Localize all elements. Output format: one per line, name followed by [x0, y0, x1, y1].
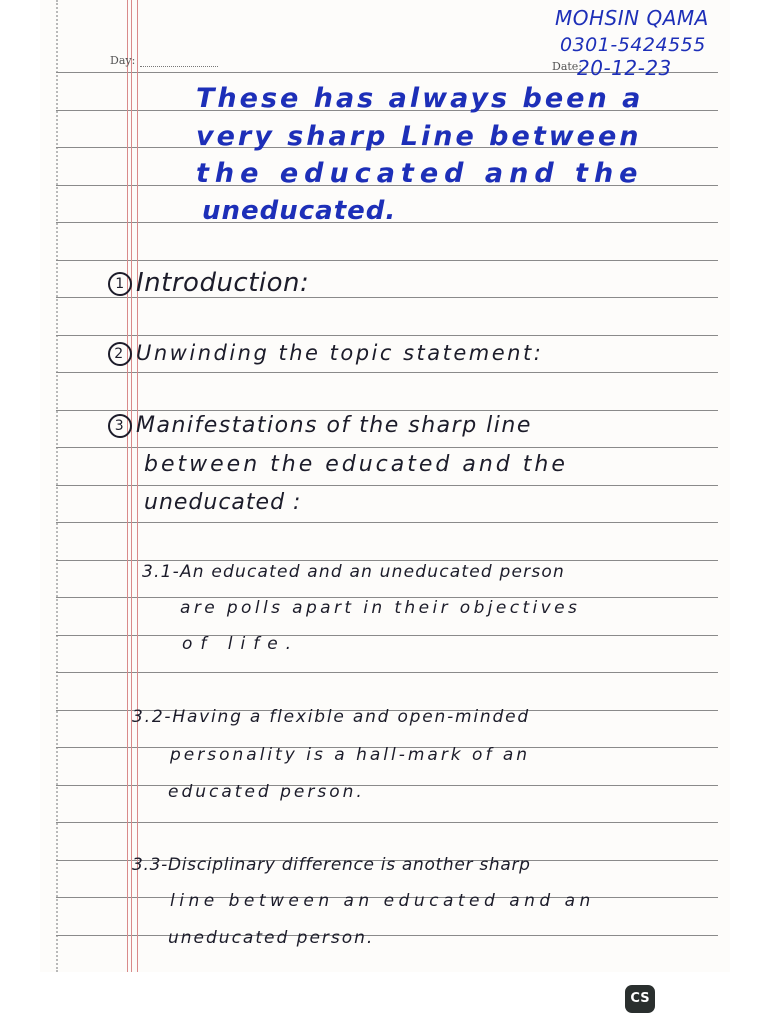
- circle-number-1: 1: [108, 272, 132, 296]
- margin-line: [127, 0, 128, 972]
- title-line-1: These has always been a: [196, 83, 644, 114]
- point-3-3-line-1: 3.3-Disciplinary difference is another sharp: [132, 855, 531, 875]
- circle-number-3: 3: [108, 414, 132, 438]
- ruled-line: [56, 785, 718, 786]
- day-underline: [140, 66, 218, 67]
- outline-item-3-line-3: uneducated :: [144, 490, 302, 515]
- point-3-3-line-3: uneducated person.: [168, 928, 375, 948]
- phone-number: 0301-5424555: [560, 34, 706, 56]
- ruled-line: [56, 372, 718, 373]
- point-3-1-line-2: are polls apart in their objectives: [180, 598, 581, 618]
- outline-item-1-text: Introduction:: [136, 268, 310, 298]
- ruled-line: [56, 822, 718, 823]
- ruled-line: [56, 935, 718, 936]
- point-3-2-line-2: personality is a hall-mark of an: [170, 745, 531, 765]
- margin-line: [131, 0, 132, 972]
- ruled-line: [56, 485, 718, 486]
- outline-item-2-text: Unwinding the topic statement:: [136, 341, 544, 365]
- ruled-line: [56, 560, 718, 561]
- outline-item-3: [108, 413, 532, 438]
- ruled-line: [56, 672, 718, 673]
- outline-item-3-line-1: Manifestations of the sharp line: [136, 413, 532, 438]
- point-3-2-line-1: 3.2-Having a flexible and open-minded: [132, 707, 530, 727]
- date-value: 20-12-23: [577, 56, 672, 80]
- ruled-line: [56, 635, 718, 636]
- ruled-line: [56, 335, 718, 336]
- point-3-1-line-1: 3.1-An educated and an uneducated person: [142, 562, 565, 582]
- day-label: Day:: [110, 54, 136, 67]
- title-line-2: very sharp Line between: [196, 121, 642, 152]
- date-label: Date:: [552, 60, 583, 73]
- point-3-2-line-3: educated person.: [168, 782, 365, 802]
- title-line-3: the educated and the: [196, 158, 644, 189]
- outline-item-1: [108, 268, 309, 298]
- point-3-1-line-3: of life.: [182, 634, 300, 654]
- title-line-4: uneducated.: [202, 196, 397, 226]
- point-3-3-line-2: line between an educated and an: [170, 891, 595, 911]
- ruled-line: [56, 260, 718, 261]
- outline-item-3-line-2: between the educated and the: [144, 452, 568, 477]
- author-name: MOHSIN QAMA: [555, 6, 709, 30]
- ruled-line: [56, 410, 718, 411]
- binding-perforation: [56, 0, 58, 972]
- margin-line: [137, 0, 138, 972]
- ruled-line: [56, 447, 718, 448]
- camscanner-logo-icon: CS: [625, 985, 655, 1013]
- ruled-line: [56, 522, 718, 523]
- circle-number-2: 2: [108, 342, 132, 366]
- outline-item-2: [108, 341, 543, 366]
